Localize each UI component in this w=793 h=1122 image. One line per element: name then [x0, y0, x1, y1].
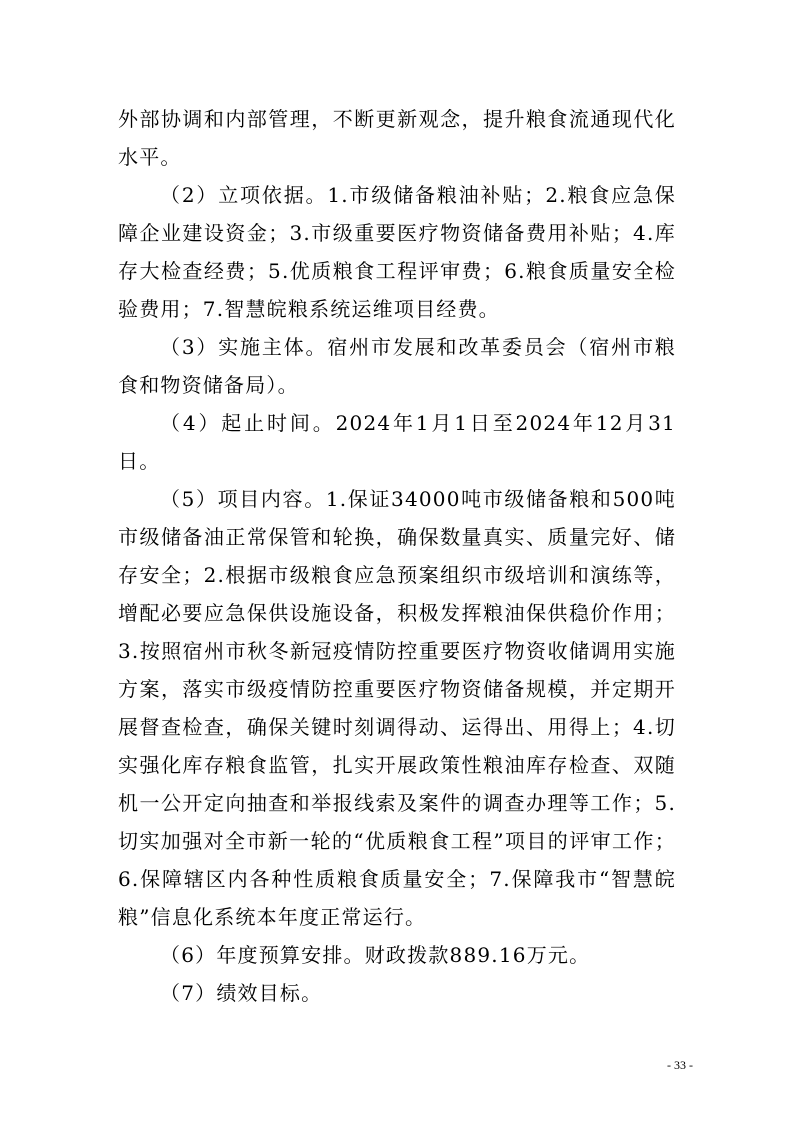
- document-body: [118, 100, 676, 1012]
- paragraph-annual-budget: （6）年度预算安排。财政拨款889.16万元。: [160, 943, 591, 967]
- paragraph-time-period: （4）起止时间。2024年1月1日至2024年12月31日。: [118, 411, 676, 473]
- paragraph-project-content: （5）项目内容。1.保证34000吨市级储备粮和500吨市级储备油正常保管和轮换，确保数量真实、质量完好、储存安全；2.根据市级粮食应急预案组织市级培训和演练等，增配必要应急保供设施设备，积极发挥粮油保供稳价作用；3.按照宿州市秋冬新冠疫情防控重要医疗物资收储调用实施方案，落实市级疫情防控重要医疗物资储备规模，并定期开展督查检查，确保关键时刻调得动、运得出、用得上；4.切实强化库存粮食监管，扎实开展政策性粮油库存检查、双随机一公开定向抽查和举报线索及案件的调查办理等工作；5.切实加强对全市新一轮的“优质粮食工程”项目的评审工作；6.保障辖区内各种性质粮食质量安全；7.保障我市“智慧皖粮”信息化系统本年度正常运行。: [118, 487, 676, 929]
- paragraph-performance-goals: （7）绩效目标。: [160, 981, 323, 1005]
- paragraph-continuation: 外部协调和内部管理，不断更新观念，提升粮食流通现代化水平。: [118, 107, 676, 169]
- paragraph-project-basis: （2）立项依据。1.市级储备粮油补贴；2.粮食应急保障企业建设资金；3.市级重要医疗物资储备费用补贴；4.库存大检查经费；5.优质粮食工程评审费；6.粮食质量安全检验费用；7.智慧皖粮系统运维项目经费。: [118, 183, 676, 321]
- paragraph-implementing-entity: （3）实施主体。宿州市发展和改革委员会（宿州市粮食和物资储备局）。: [118, 335, 676, 397]
- page-number: - 33 -: [667, 1058, 693, 1072]
